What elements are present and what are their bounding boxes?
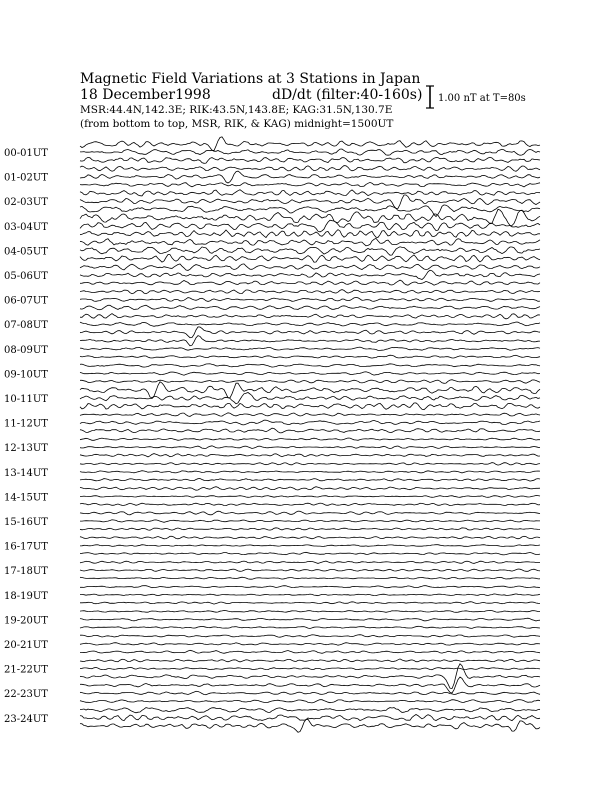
trace-12-13UT-RIK	[80, 446, 540, 449]
trace-22-23UT-RIK	[80, 691, 540, 694]
trace-06-07UT-KAG	[80, 290, 540, 294]
trace-14-15UT-MSR	[80, 503, 540, 506]
trace-17-18UT-MSR	[80, 577, 540, 579]
trace-18-19UT-MSR	[80, 602, 540, 604]
hour-label-01-02UT: 01-02UT	[4, 172, 48, 184]
trace-16-17UT-KAG	[80, 536, 540, 539]
trace-06-07UT-MSR	[80, 305, 540, 310]
trace-20-21UT-RIK	[80, 643, 540, 646]
trace-06-07UT-RIK	[80, 297, 540, 301]
trace-02-03UT-KAG	[80, 190, 540, 196]
trace-01-02UT-RIK	[80, 171, 540, 183]
trace-12-13UT-KAG	[80, 438, 540, 440]
trace-22-23UT-MSR	[80, 700, 540, 703]
hour-label-12-13UT: 12-13UT	[4, 443, 48, 455]
hour-label-00-01UT: 00-01UT	[4, 148, 48, 159]
trace-03-04UT-KAG	[80, 209, 540, 225]
hour-label-21-22UT: 21-22UT	[4, 664, 48, 676]
hour-label-20-21UT: 20-21UT	[4, 640, 48, 651]
trace-00-01UT-MSR	[80, 157, 540, 163]
scale-bar	[426, 86, 434, 108]
trace-12-13UT-MSR	[80, 454, 540, 457]
hour-label-14-15UT: 14-15UT	[4, 492, 48, 504]
trace-11-12UT-RIK	[80, 420, 540, 425]
trace-10-11UT-MSR	[80, 403, 540, 410]
trace-13-14UT-KAG	[80, 463, 540, 466]
hour-label-13-14UT: 13-14UT	[4, 467, 48, 479]
trace-18-19UT-RIK	[80, 594, 540, 596]
trace-23-24UT-KAG	[80, 708, 540, 713]
hour-label-07-08UT: 07-08UT	[4, 320, 48, 332]
trace-17-18UT-RIK	[80, 569, 540, 571]
trace-11-12UT-MSR	[80, 428, 540, 433]
trace-03-04UT-RIK	[80, 220, 540, 232]
trace-14-15UT-KAG	[80, 487, 540, 491]
trace-20-21UT-MSR	[80, 650, 540, 653]
trace-group	[80, 137, 540, 732]
trace-22-23UT-KAG	[80, 677, 540, 693]
trace-16-17UT-RIK	[80, 545, 540, 547]
hour-labels	[4, 148, 48, 725]
trace-08-09UT-RIK	[80, 347, 540, 350]
trace-00-01UT-RIK	[80, 149, 540, 155]
trace-21-22UT-RIK	[80, 667, 540, 669]
chart-title: Magnetic Field Variations at 3 Stations in Japan	[80, 71, 421, 87]
hour-label-23-24UT: 23-24UT	[4, 713, 48, 725]
hour-label-15-16UT: 15-16UT	[4, 517, 48, 528]
trace-15-16UT-KAG	[80, 511, 540, 515]
trace-13-14UT-MSR	[80, 479, 540, 482]
trace-19-20UT-KAG	[80, 610, 540, 612]
trace-19-20UT-RIK	[80, 618, 540, 621]
hour-label-17-18UT: 17-18UT	[4, 566, 48, 578]
trace-05-06UT-RIK	[80, 270, 540, 279]
hour-label-18-19UT: 18-19UT	[4, 590, 48, 602]
trace-09-10UT-RIK	[80, 372, 540, 375]
trace-10-11UT-KAG	[80, 382, 540, 398]
hour-label-10-11UT: 10-11UT	[4, 394, 48, 405]
hour-label-05-06UT: 05-06UT	[4, 271, 48, 282]
trace-15-16UT-MSR	[80, 528, 540, 530]
hour-label-08-09UT: 08-09UT	[4, 344, 48, 356]
hour-label-06-07UT: 06-07UT	[4, 295, 48, 307]
trace-07-08UT-RIK	[80, 322, 540, 326]
trace-02-03UT-MSR	[80, 205, 540, 217]
trace-order-note: (from bottom to top, MSR, RIK, & KAG) midnight=1500UT	[80, 118, 394, 130]
trace-08-09UT-MSR	[80, 355, 540, 358]
trace-13-14UT-RIK	[80, 471, 540, 473]
trace-05-06UT-KAG	[80, 264, 540, 271]
trace-20-21UT-KAG	[80, 635, 540, 638]
filter-label: dD/dt (filter:40-160s)	[272, 87, 423, 103]
trace-04-05UT-RIK	[80, 247, 540, 255]
hour-label-09-10UT: 09-10UT	[4, 369, 48, 381]
hour-label-22-23UT: 22-23UT	[4, 689, 48, 701]
trace-15-16UT-RIK	[80, 520, 540, 523]
hour-label-11-12UT: 11-12UT	[4, 418, 48, 430]
trace-16-17UT-MSR	[80, 552, 540, 555]
trace-01-02UT-KAG	[80, 166, 540, 172]
station-coordinates: MSR:44.4N,142.3E; RIK:43.5N,143.8E; KAG:31.5N,130.7E	[80, 104, 393, 116]
trace-04-05UT-KAG	[80, 238, 540, 245]
trace-03-04UT-MSR	[80, 230, 540, 238]
trace-19-20UT-MSR	[80, 626, 540, 628]
trace-17-18UT-KAG	[80, 561, 540, 563]
trace-09-10UT-MSR	[80, 380, 540, 384]
hour-label-16-17UT: 16-17UT	[4, 541, 48, 553]
trace-09-10UT-KAG	[80, 364, 540, 367]
scale-bar-label: 1.00 nT at T=80s	[438, 93, 526, 104]
trace-02-03UT-RIK	[80, 195, 540, 208]
trace-14-15UT-RIK	[80, 496, 540, 498]
trace-04-05UT-MSR	[80, 255, 540, 263]
hour-label-02-03UT: 02-03UT	[4, 197, 48, 209]
hour-label-04-05UT: 04-05UT	[4, 246, 48, 258]
trace-07-08UT-MSR	[80, 327, 540, 338]
hour-label-03-04UT: 03-04UT	[4, 221, 48, 233]
trace-21-22UT-KAG	[80, 659, 540, 662]
trace-07-08UT-KAG	[80, 314, 540, 319]
trace-01-02UT-MSR	[80, 182, 540, 187]
trace-08-09UT-KAG	[80, 336, 540, 346]
trace-11-12UT-KAG	[80, 413, 540, 417]
trace-18-19UT-KAG	[80, 586, 540, 588]
trace-23-24UT-RIK	[80, 715, 540, 721]
hour-label-19-20UT: 19-20UT	[4, 615, 48, 627]
trace-23-24UT-MSR	[80, 719, 540, 732]
date-line: 18 December1998	[80, 87, 211, 103]
trace-00-01UT-KAG	[80, 137, 540, 151]
trace-05-06UT-MSR	[80, 280, 540, 285]
